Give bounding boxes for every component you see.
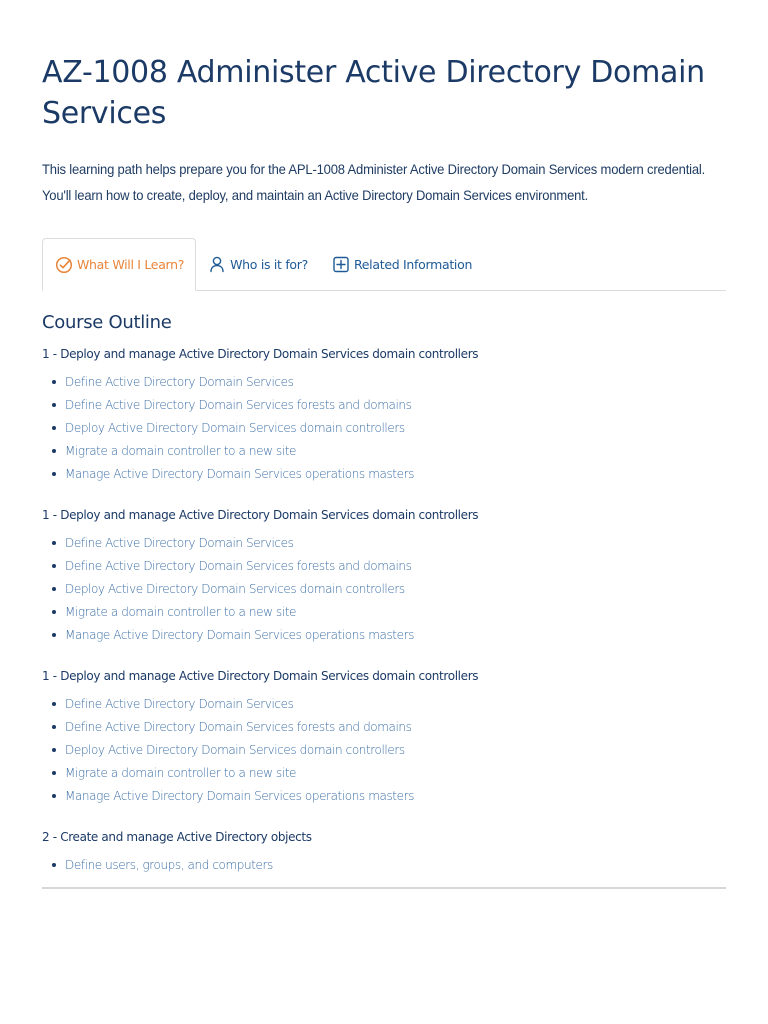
lesson-link[interactable]: Deploy Active Directory Domain Services domain controllers	[42, 741, 726, 764]
lesson-link[interactable]: Define Active Directory Domain Services	[42, 373, 726, 396]
course-outline-title: Course Outline	[42, 312, 172, 333]
lesson-link[interactable]: Define users, groups, and computers	[42, 856, 726, 879]
lesson-link[interactable]: Deploy Active Directory Domain Services domain controllers	[42, 419, 726, 442]
course-page	[42, 52, 726, 889]
bottom-divider	[42, 887, 726, 889]
outline-module	[42, 506, 726, 649]
lesson-link[interactable]: Manage Active Directory Domain Services operations masters	[42, 465, 726, 488]
tab-who-is-it-for[interactable]	[196, 238, 320, 290]
module-title: 1 - Deploy and manage Active Directory Domain Services domain controllers	[42, 347, 479, 361]
lesson-list	[42, 373, 726, 488]
outline-module	[42, 828, 726, 879]
lesson-link[interactable]: Migrate a domain controller to a new site	[42, 764, 726, 787]
page-title: AZ-1008 Administer Active Directory Domain Services	[42, 55, 705, 131]
intro-line-2: You'll learn how to create, deploy, and maintain an Active Directory Domain Services environment.	[42, 187, 589, 203]
lesson-link[interactable]: Migrate a domain controller to a new site	[42, 603, 726, 626]
outline-module	[42, 667, 726, 810]
lesson-link[interactable]: Define Active Directory Domain Services forests and domains	[42, 396, 726, 419]
tab-what-will-i-learn[interactable]	[42, 238, 196, 291]
lesson-list	[42, 534, 726, 649]
lesson-list	[42, 695, 726, 810]
outline-module	[42, 345, 726, 488]
lesson-link[interactable]: Define Active Directory Domain Services forests and domains	[42, 718, 726, 741]
tab-label: What Will I Learn?	[77, 257, 185, 272]
check-circle-icon	[55, 256, 73, 274]
module-title: 1 - Deploy and manage Active Directory Domain Services domain controllers	[42, 508, 479, 522]
intro-line-1: This learning path helps prepare you for the APL-1008 Administer Active Directory Domain Services modern credential.	[42, 161, 706, 177]
course-outline	[42, 345, 726, 879]
lesson-link[interactable]: Manage Active Directory Domain Services operations masters	[42, 626, 726, 649]
lesson-link[interactable]: Migrate a domain controller to a new site	[42, 442, 726, 465]
tab-label: Who is it for?	[230, 256, 308, 272]
lesson-list	[42, 856, 726, 879]
module-title: 1 - Deploy and manage Active Directory Domain Services domain controllers	[42, 669, 479, 683]
module-title: 2 - Create and manage Active Directory objects	[42, 830, 312, 844]
lesson-link[interactable]: Deploy Active Directory Domain Services domain controllers	[42, 580, 726, 603]
tab-label: Related Information	[353, 256, 473, 272]
lesson-link[interactable]: Manage Active Directory Domain Services operations masters	[42, 787, 726, 810]
lesson-link[interactable]: Define Active Directory Domain Services	[42, 695, 726, 718]
lesson-link[interactable]: Define Active Directory Domain Services forests and domains	[42, 557, 726, 580]
lesson-link[interactable]: Define Active Directory Domain Services	[42, 534, 726, 557]
person-icon	[208, 255, 226, 273]
plus-square-icon	[332, 255, 350, 273]
tab-related-information[interactable]	[320, 238, 484, 290]
intro-text	[42, 156, 730, 208]
tab-bar	[42, 238, 726, 291]
